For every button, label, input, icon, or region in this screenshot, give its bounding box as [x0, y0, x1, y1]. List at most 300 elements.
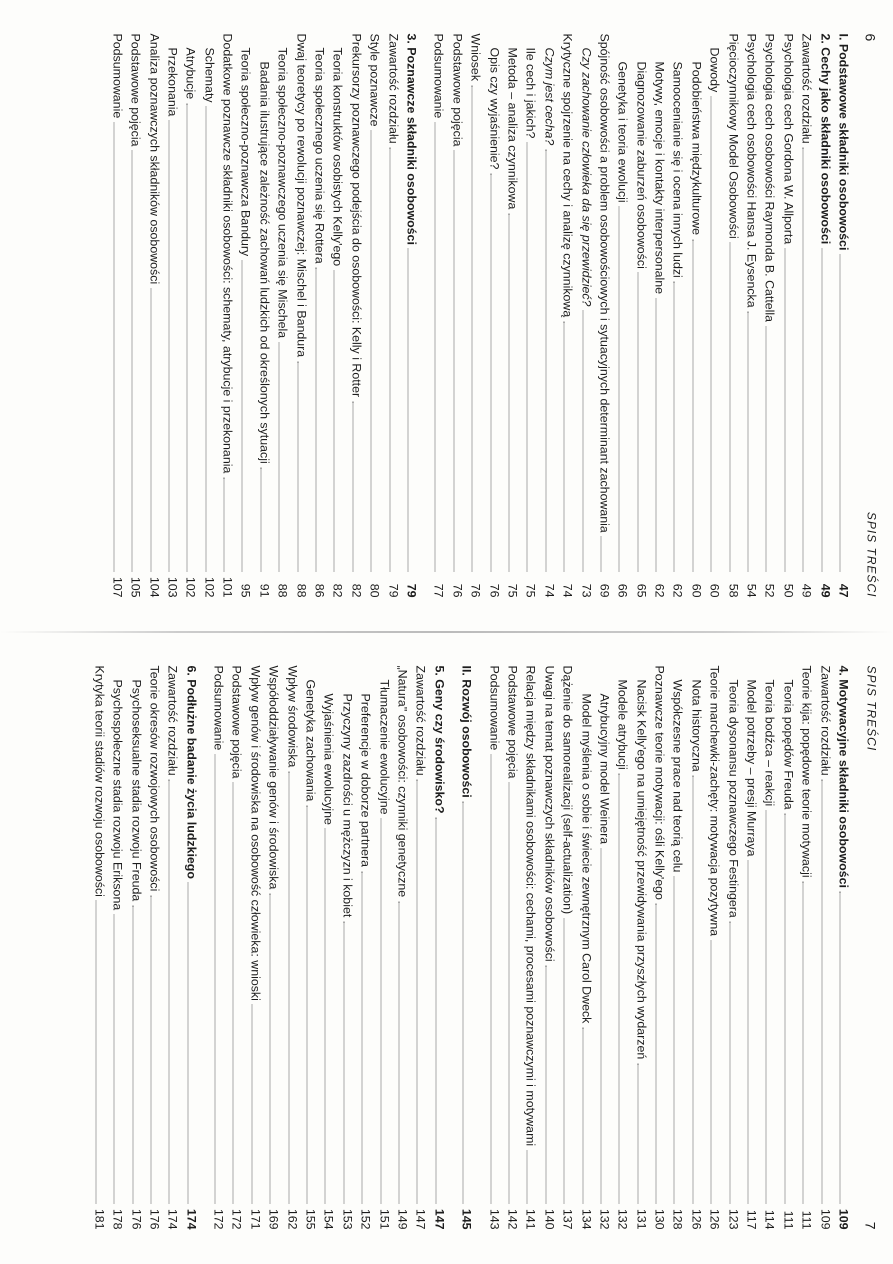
toc-entry-title: Samoocenianie się i ocena innych ludzi	[670, 61, 685, 278]
toc-entry[interactable]	[595, 666, 613, 1230]
toc-entry-title: Pięcioczynnikowy Model Osobowości	[726, 33, 741, 239]
leader-dots	[748, 312, 749, 572]
toc-entry-title: Motywy, emocje i kontakty interpersonalne	[652, 61, 667, 295]
leader-dots	[545, 149, 546, 571]
toc-entry-title: Podsumowanie	[211, 665, 226, 751]
toc-page-6	[0, 16, 893, 616]
leader-dots	[242, 260, 243, 571]
toc-entry[interactable]	[650, 666, 668, 1230]
toc-entry[interactable]	[292, 34, 310, 598]
toc-entry[interactable]	[181, 34, 199, 598]
toc-entry[interactable]	[705, 666, 723, 1230]
leader-dots	[729, 922, 730, 1204]
toc-entry-title: Analiza poznawczych składników osobowości	[147, 33, 162, 285]
leader-dots	[748, 860, 749, 1203]
toc-entry-page: 74	[542, 583, 557, 598]
toc-entry-title: Zawartość rozdziału	[386, 33, 401, 144]
toc-chapter-entry[interactable]	[834, 34, 852, 598]
leader-dots	[288, 771, 289, 1203]
toc-entry-title: Ile cech i jakich?	[523, 47, 538, 139]
toc-entry-page: 66	[615, 583, 630, 598]
toc-entry-page: 149	[395, 1208, 410, 1230]
toc-entry-page: 76	[487, 583, 502, 598]
toc-entry[interactable]	[356, 666, 374, 1230]
toc-entry[interactable]	[320, 666, 338, 1230]
toc-entry[interactable]	[209, 666, 227, 1230]
leader-dots	[417, 780, 418, 1204]
toc-entry-page: 104	[147, 576, 162, 598]
toc-entry-title: Krytyka teorii stadiów rozwoju osobowości	[92, 665, 107, 897]
toc-entry[interactable]	[200, 34, 218, 598]
toc-entry[interactable]	[742, 666, 760, 1230]
leader-dots	[674, 282, 675, 572]
leader-dots	[297, 361, 298, 571]
toc-entry-title: Dowody	[707, 47, 722, 93]
toc-entry-title: Teoria społecznego uczenia się Rottera	[312, 47, 327, 264]
toc-entry-title: Psychologia cech osobowości Hansa J. Eysencka	[744, 33, 759, 308]
running-head: SPIS TREŚCI	[864, 665, 879, 752]
toc-entry[interactable]	[632, 666, 650, 1230]
leader-dots	[582, 310, 583, 571]
toc-entry-title: Podobieństwa międzykulturowe	[689, 61, 704, 236]
toc-entry-title: Współczesne prace nad teorią celu	[670, 679, 685, 873]
toc-entry-title: Genetyka i teoria ewolucji	[615, 61, 630, 203]
toc-entry-title: Wyjaśnienia ewolucyjne	[321, 693, 336, 825]
toc-entry-title: Modele atrybucji	[615, 679, 630, 770]
toc-entry-title: II. Rozwój osobowości	[459, 665, 474, 798]
toc-entry-page: 54	[744, 583, 759, 598]
toc-entry[interactable]	[687, 666, 705, 1230]
toc-entry-page: 77	[431, 583, 446, 598]
toc-entry[interactable]	[779, 666, 797, 1230]
leader-dots	[564, 918, 565, 1203]
toc-entry[interactable]	[724, 666, 742, 1230]
toc-entry-title: Teoria społeczno-poznawczego uczenia się Mischela	[275, 47, 290, 339]
toc-entry-title: „Natura" osobowości: czynniki genetyczne	[395, 665, 410, 898]
toc-entry-title: Dwaj teoretycy po rewolucji poznawczej: Mischel i Bandura	[294, 33, 309, 358]
page-header	[859, 34, 879, 598]
toc-entry-title: Wniosek	[468, 33, 483, 82]
running-head: SPIS TREŚCI	[864, 511, 879, 598]
toc-entry[interactable]	[613, 34, 631, 598]
toc-entry-title: Psychoseksualne stadia rozwoju Freuda	[129, 679, 144, 902]
toc-entry[interactable]	[108, 666, 126, 1230]
leader-dots	[352, 401, 353, 571]
toc-entry-title: Relacja między składnikami osobowości: cechami, procesami poznawczymi i motywami	[523, 665, 538, 1147]
toc-entry-page: 50	[781, 583, 796, 598]
leader-dots	[656, 904, 657, 1204]
leader-dots	[803, 148, 804, 572]
toc-entry-page: 88	[275, 583, 290, 598]
toc-entry[interactable]	[632, 34, 650, 598]
leader-dots	[821, 780, 822, 1204]
toc-entry[interactable]	[521, 34, 539, 598]
toc-entry-title: Atrybucyjny model Weinera	[597, 693, 612, 845]
toc-entry-page: 141	[523, 1208, 538, 1230]
toc-entry-page: 91	[257, 583, 272, 598]
toc-entry[interactable]	[761, 34, 779, 598]
leader-dots	[840, 254, 841, 571]
toc-entry[interactable]	[742, 34, 760, 598]
toc-entry-page: 174	[165, 1208, 180, 1230]
leader-dots	[389, 148, 390, 572]
toc-entry-page: 76	[468, 583, 483, 598]
leader-dots	[637, 1063, 638, 1203]
toc-entry-title: Krytyczne spojrzenie na cechy i analizę czynnikową	[560, 33, 575, 318]
toc-entry-page: 74	[560, 583, 575, 598]
leader-dots	[316, 268, 317, 572]
leader-dots	[729, 243, 730, 572]
toc-entry[interactable]	[338, 666, 356, 1230]
toc-entry-page: 109	[818, 1208, 833, 1230]
toc-entry-title: Model myślenia o sobie i świecie zewnętrznym Carol Dweck	[579, 693, 594, 1024]
toc-entry-page: 123	[726, 1208, 741, 1230]
toc-entry-page: 137	[560, 1208, 575, 1230]
toc-entry-title: Teorie kija: popędowe teorie motywacji	[799, 665, 814, 878]
toc-entry-title: Czym jest cecha?	[542, 47, 557, 146]
toc-entry[interactable]	[816, 666, 834, 1230]
toc-entry-title: 4. Motywacyjne składniki osobowości	[836, 665, 851, 888]
toc-entry-page: 114	[762, 1209, 777, 1230]
toc-entry-title: Teoria konstruktów osobistych Kelly'ego	[330, 47, 345, 267]
toc-entry[interactable]	[375, 666, 393, 1230]
leader-dots	[408, 249, 409, 572]
toc-entry-title: 3. Poznawcze składniki osobowości	[404, 33, 419, 245]
toc-entry[interactable]	[558, 666, 576, 1230]
toc-entry-page: 107	[110, 576, 125, 598]
toc-entry[interactable]	[145, 666, 163, 1230]
toc-entry-page: 171	[248, 1208, 263, 1230]
leader-dots	[279, 342, 280, 571]
toc-entry-page: 178	[110, 1208, 125, 1230]
toc-entry-page: 49	[818, 583, 833, 598]
toc-entry[interactable]	[613, 666, 631, 1230]
toc-entry[interactable]	[577, 34, 595, 598]
toc-entry[interactable]	[108, 34, 126, 598]
leader-dots	[490, 173, 491, 571]
toc-entry-title: Teorie marchewki-zachęty: motywacja pozytywna	[707, 665, 722, 937]
toc-entry-title: Metoda – analiza czynnikowa	[505, 47, 520, 210]
toc-entry-page: 117	[744, 1209, 759, 1230]
toc-entry-title: Opis czy wyjaśnienie?	[487, 47, 502, 170]
toc-entry[interactable]	[577, 666, 595, 1230]
toc-entry-page: 105	[128, 576, 143, 598]
toc-entry-page: 131	[634, 1208, 649, 1230]
toc-entry-title: Wpływ środowiska	[285, 665, 300, 768]
toc-entry-title: Przekonania	[165, 47, 180, 117]
toc-entry[interactable]	[521, 666, 539, 1230]
toc-entry-page: 86	[312, 583, 327, 598]
toc-entry[interactable]	[485, 666, 503, 1230]
toc-entry-title: Atrybucje	[183, 47, 198, 100]
toc-entry[interactable]	[237, 34, 255, 598]
toc-entry-title: Teoria bodźca – reakcji	[762, 679, 777, 807]
toc-entry[interactable]	[540, 34, 558, 598]
toc-entry-page: 102	[202, 576, 217, 598]
toc-entry[interactable]	[669, 666, 687, 1230]
toc-entry-page: 80	[367, 583, 382, 598]
toc-entry-title: Diagnozowanie zaburzeń osobowości	[634, 61, 649, 269]
leader-dots	[619, 207, 620, 572]
toc-entry-page: 79	[404, 583, 419, 598]
leader-dots	[307, 805, 308, 1203]
leader-dots	[766, 810, 767, 1203]
leader-dots	[251, 1005, 252, 1204]
toc-entry[interactable]	[145, 34, 163, 598]
toc-entry[interactable]	[127, 666, 145, 1230]
toc-entry-page: 82	[349, 583, 364, 598]
toc-list	[108, 34, 853, 598]
leader-dots	[233, 782, 234, 1203]
toc-entry[interactable]	[246, 666, 264, 1230]
toc-entry-title: Zawartość rozdziału	[799, 33, 814, 144]
toc-entry-page: 130	[652, 1208, 667, 1230]
toc-entry-title: Schematy	[202, 47, 217, 103]
leader-dots	[527, 1150, 528, 1203]
toc-entry-title: Podsumowanie	[431, 33, 446, 119]
toc-entry-page: 69	[597, 583, 612, 598]
toc-entry[interactable]	[412, 666, 430, 1230]
toc-entry-title: Model potrzeby – presji Murraya	[744, 679, 759, 857]
toc-entry-page: 47	[836, 583, 851, 598]
toc-entry-title: Prekursorzy poznawczego podejścia do osobowości: Kelly i Rotter	[349, 33, 364, 398]
toc-entry[interactable]	[724, 34, 742, 598]
leader-dots	[334, 270, 335, 571]
toc-entry-page: 181	[92, 1208, 107, 1230]
toc-entry[interactable]	[595, 34, 613, 598]
leader-dots	[784, 248, 785, 571]
toc-entry-page: 95	[239, 583, 253, 598]
toc-entry[interactable]	[669, 34, 687, 598]
leader-dots	[508, 213, 509, 571]
toc-entry-title: Teoria dysonansu poznawczego Festingera	[726, 679, 741, 918]
toc-chapter-entry[interactable]	[834, 666, 852, 1230]
toc-entry-title: Podstawowe pojęcia	[450, 33, 465, 147]
toc-entry[interactable]	[228, 666, 246, 1230]
toc-entry-page: 162	[285, 1208, 300, 1230]
toc-entry[interactable]	[218, 34, 236, 598]
toc-entry[interactable]	[329, 34, 347, 598]
page-number: 6	[862, 33, 879, 42]
toc-entry[interactable]	[255, 34, 273, 598]
toc-entry[interactable]	[558, 34, 576, 598]
toc-entry-title: Teorie okresów rozwojowych osobowości	[147, 665, 162, 892]
toc-entry-title: Genetyka zachowania	[303, 679, 318, 802]
toc-entry-page: 154	[321, 1208, 336, 1230]
toc-entry-title: Psychologia cech Gordona W. Allporta	[781, 33, 796, 245]
leader-dots	[260, 468, 261, 572]
toc-entry-title: Podsumowanie	[487, 665, 502, 751]
leader-dots	[453, 150, 454, 571]
toc-entry[interactable]	[163, 34, 181, 598]
toc-entry-title: Uwagi na temat poznawczych składników osobowości	[542, 665, 557, 962]
toc-entry-title: I. Podstawowe składniki osobowości	[836, 33, 851, 251]
toc-entry-page: 134	[579, 1208, 594, 1230]
toc-entry-page: 75	[523, 583, 538, 598]
leader-dots	[508, 782, 509, 1203]
leader-dots	[784, 814, 785, 1204]
toc-entry-title: Preferencje w doborze partnera	[358, 693, 373, 868]
leader-dots	[150, 895, 151, 1203]
toc-entry[interactable]	[384, 34, 402, 598]
toc-entry-page: 79	[386, 583, 401, 598]
leader-dots	[472, 85, 473, 571]
toc-entry[interactable]	[283, 666, 301, 1230]
toc-entry[interactable]	[687, 34, 705, 598]
toc-entry-page: 174	[184, 1208, 199, 1230]
toc-entry-page: 126	[707, 1208, 722, 1230]
toc-entry-page: 128	[670, 1208, 685, 1230]
toc-entry-page: 143	[487, 1208, 502, 1230]
toc-entry[interactable]	[448, 34, 466, 598]
leader-dots	[435, 818, 436, 1204]
leader-dots	[582, 1027, 583, 1203]
leader-dots	[215, 754, 216, 1203]
toc-entry[interactable]	[430, 34, 448, 598]
toc-entry-page: 169	[266, 1208, 281, 1230]
leader-dots	[692, 239, 693, 571]
leader-dots	[187, 103, 188, 571]
toc-chapter-entry[interactable]	[182, 666, 200, 1230]
toc-entry-page: 111	[781, 1210, 796, 1230]
leader-dots	[187, 883, 188, 1204]
toc-entry-title: Teoria społeczno-poznawcza Bandury	[239, 47, 253, 257]
toc-chapter-entry[interactable]	[402, 34, 420, 598]
toc-entry-title: Podstawowe pojęcia	[128, 33, 143, 147]
toc-entry[interactable]	[310, 34, 328, 598]
toc-entry-page: 75	[505, 583, 520, 598]
toc-entry-title: 2. Cechy jako składniki osobowości	[818, 33, 833, 245]
toc-entry[interactable]	[264, 666, 282, 1230]
toc-entry[interactable]	[393, 666, 411, 1230]
toc-entry-title: Nacisk Kelly'ego na umiejętność przewidywania przyszłych wydarzeń	[634, 679, 649, 1060]
toc-entry-page: 153	[340, 1208, 355, 1230]
leader-dots	[132, 905, 133, 1203]
leader-dots	[362, 871, 363, 1203]
toc-entry[interactable]	[126, 34, 144, 598]
toc-entry-page: 62	[670, 583, 685, 598]
leader-dots	[545, 966, 546, 1204]
leader-dots	[399, 901, 400, 1203]
toc-chapter-entry[interactable]	[457, 666, 475, 1230]
toc-entry-title: Współoddziaływanie genów i środowiska	[266, 665, 281, 890]
toc-chapter-entry[interactable]	[430, 666, 448, 1230]
leader-dots	[490, 754, 491, 1203]
toc-entry-page: 60	[689, 583, 704, 598]
toc-entry-page: 147	[413, 1208, 428, 1230]
toc-entry[interactable]	[761, 666, 779, 1230]
toc-entry-page: 73	[579, 583, 594, 598]
toc-entry-page: 111	[799, 1210, 814, 1230]
toc-entry-page: 147	[432, 1208, 447, 1230]
toc-entry-title: Teoria popędów Freuda	[781, 679, 796, 810]
toc-entry[interactable]	[503, 666, 521, 1230]
leader-dots	[711, 96, 712, 571]
toc-entry-title: 6. Podłużne badanie życia ludzkiego	[184, 665, 199, 879]
toc-entry[interactable]	[705, 34, 723, 598]
toc-entry-title: Psychologia cech osobowości Raymonda B. Cattella	[762, 33, 777, 323]
leader-dots	[674, 876, 675, 1203]
leader-dots	[224, 477, 225, 571]
toc-entry-page: 62	[652, 583, 667, 598]
right-page-half	[0, 632, 893, 1264]
toc-entry[interactable]	[273, 34, 291, 598]
toc-entry-page: 151	[377, 1208, 392, 1230]
toc-entry[interactable]	[485, 34, 503, 598]
toc-entry-page: 172	[230, 1208, 244, 1230]
leader-dots	[343, 921, 344, 1203]
leader-dots	[711, 940, 712, 1203]
leader-dots	[380, 818, 381, 1203]
toc-entry[interactable]	[503, 34, 521, 598]
leader-dots	[766, 326, 767, 571]
leader-dots	[600, 537, 601, 572]
toc-entry-page: 142	[505, 1208, 520, 1230]
leader-dots	[637, 273, 638, 572]
toc-entry-page: 132	[597, 1208, 612, 1230]
leader-dots	[325, 829, 326, 1204]
toc-entry-page: 176	[147, 1208, 162, 1230]
toc-entry[interactable]	[90, 666, 108, 1230]
toc-entry-page: 126	[689, 1208, 704, 1230]
toc-chapter-entry[interactable]	[816, 34, 834, 598]
leader-dots	[656, 298, 657, 571]
toc-entry[interactable]	[650, 34, 668, 598]
toc-entry-title: Wpływ genów i środowiska na osobowość człowieka: wnioski	[248, 665, 263, 1001]
toc-entry-page: 132	[615, 1208, 630, 1230]
toc-entry-title: Style poznawcze	[367, 33, 382, 127]
toc-entry-title: Psychospołeczne stadia rozwoju Eriksona	[110, 679, 125, 911]
leader-dots	[371, 130, 372, 571]
toc-entry-page: 109	[836, 1208, 851, 1230]
toc-entry-page: 152	[358, 1208, 373, 1230]
toc-entry-title: Przyczyny zazdrości u mężczyzn i kobiet	[340, 693, 355, 918]
toc-entry-title: Spójność osobowości a problem osobowościowych i sytuacyjnych determinant zachowania	[597, 33, 612, 533]
leader-dots	[692, 776, 693, 1204]
toc-entry-page: 103	[165, 576, 180, 598]
toc-entry[interactable]	[301, 666, 319, 1230]
leader-dots	[564, 321, 565, 571]
page-header	[859, 666, 879, 1230]
toc-entry[interactable]	[365, 34, 383, 598]
toc-entry-title: Zawartość rozdziału	[413, 665, 428, 776]
toc-entry-title: Podsumowanie	[110, 33, 125, 119]
toc-entry-title: Zawartość rozdziału	[165, 665, 180, 776]
toc-entry-title: Czy zachowanie człowieka da się przewidzieć?	[579, 47, 594, 307]
toc-entry[interactable]	[466, 34, 484, 598]
leader-dots	[619, 774, 620, 1204]
leader-dots	[600, 848, 601, 1203]
leader-dots	[840, 892, 841, 1204]
toc-entry-title: 5. Geny czy środowisko?	[432, 665, 447, 814]
leader-dots	[270, 893, 271, 1203]
leader-dots	[435, 122, 436, 571]
toc-entry[interactable]	[540, 666, 558, 1230]
leader-dots	[463, 802, 464, 1204]
toc-entry[interactable]	[779, 34, 797, 598]
toc-entry-title: Nota historyczna	[689, 679, 704, 772]
toc-entry[interactable]	[797, 34, 815, 598]
toc-entry[interactable]	[163, 666, 181, 1230]
toc-entry-title: Podstawowe pojęcia	[505, 665, 520, 779]
toc-entry[interactable]	[347, 34, 365, 598]
toc-entry-page: 155	[303, 1208, 318, 1230]
toc-entry-title: Dążenie do samorealizacji (self-actualization)	[560, 665, 575, 915]
toc-entry-page: 82	[330, 583, 345, 598]
toc-entry[interactable]	[797, 666, 815, 1230]
toc-entry-page: 172	[211, 1208, 226, 1230]
toc-entry-page: 49	[799, 583, 814, 598]
